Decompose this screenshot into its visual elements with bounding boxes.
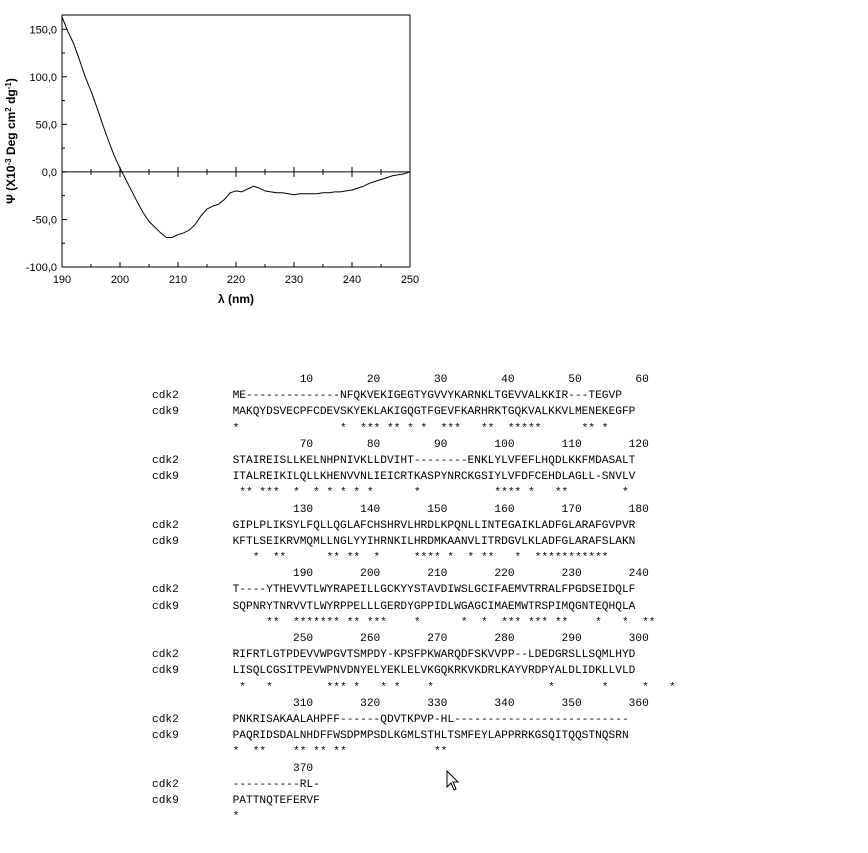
x-tick-label: 190 (52, 274, 72, 286)
cdk2-sequence-row: cdk2 PNKRISAKAALAHPFF------QDVTKPVP-HL-------------------------- (152, 713, 629, 726)
y-tick-label: 150,0 (29, 24, 57, 37)
cdk2-sequence-row: cdk2 RIFRTLGTPDEVVWPGVTSMPDY-KPSFPKWARQDFSKVVPP--LDEDGRSLLSQMLHYD (152, 649, 636, 662)
cd-spectrum-chart (0, 0, 868, 330)
cdk9-sequence-row: cdk9 ITALREIKILQLLKHENVVNLIEICRTKASPYNRCKGSIYLVFDFCEHDLAGLL-SNVLV (152, 471, 636, 484)
conservation-row: ** *** * * * * * * * **** * ** * (152, 487, 629, 500)
cdk2-sequence-row: cdk2 STAIREISLLKELNHPNIVKLLDVIHT--------ENKLYLVFEFLHQDLKKFMDASALT (152, 454, 636, 467)
y-tick-label: 50,0 (35, 119, 57, 132)
cdk2-sequence-row: cdk2 T----YTHEVVTLWYRAPEILLGCKYYSTAVDIWSLGCIFAEMVTRRALFPGDSEIDQLF (152, 584, 636, 597)
cdk9-sequence-row: cdk9 MAKQYDSVECPFCDEVSKYEKLAKIGQGTFGEVFKARHRKTGQKVALKKVLMENEKEGFP (152, 406, 636, 419)
cdk9-sequence-row: cdk9 PATTNQTEFERVF (152, 794, 320, 807)
position-ruler: 10 20 30 40 50 60 (152, 374, 649, 386)
position-ruler: 370 (152, 762, 314, 775)
conservation-row: * * *** * * * * * * * * (152, 681, 676, 694)
cdk2-sequence-row: cdk2 ----------RL- (152, 778, 320, 791)
y-tick-label: -50,0 (31, 214, 57, 227)
y-axis-title: Ψ ($X10^{-3}$ Deg $cm^2$ $dg^{-1}$) (3, 78, 18, 204)
x-tick-label: 250 (400, 274, 420, 286)
cdk2-sequence-row: cdk2 GIPLPLIKSYLFQLLQGLAFCHSHRVLHRDLKPQNLLINTEGAIKLADFGLARAFGVPVR (152, 519, 636, 532)
position-ruler: 250 260 270 280 290 300 (152, 633, 649, 645)
position-ruler: 310 320 330 340 350 360 (152, 697, 649, 710)
cdk9-sequence-row: cdk9 LISQLCGSITPEVWPNVDNYELYEKLELVKGQKRKVKDRLKAYVRDPYALDLIDKLLVLD (152, 665, 636, 678)
position-ruler: 130 140 150 160 170 180 (152, 503, 649, 516)
x-tick-label: 210 (168, 274, 188, 286)
x-tick-label: 200 (110, 274, 130, 286)
x-axis-title: λ (nm) (218, 292, 254, 306)
cdk9-sequence-row: cdk9 KFTLSEIKRVMQMLLNGLYYIHRNKILHRDMKAANVLITRDGVLKLADFGLARAFSLAKN (152, 535, 636, 548)
conservation-row: * * *** ** * * *** ** ***** ** * (152, 422, 609, 435)
conservation-row: * (152, 811, 240, 824)
position-ruler: 70 80 90 100 110 120 (152, 438, 649, 451)
x-tick-label: 240 (342, 274, 362, 286)
y-tick-label: 100,0 (29, 71, 57, 84)
cdk9-sequence-row: cdk9 SQPNRYTNRVVTLWYRPPELLLGERDYGPPIDLWGAGCIMAEMWTRSPIMQGNTEQHQLA (152, 600, 636, 613)
y-tick-label: 0,0 (41, 166, 57, 179)
x-tick-label: 230 (284, 274, 304, 286)
position-ruler: 190 200 210 220 230 240 (152, 568, 649, 581)
conservation-row: * ** ** ** ** ** (152, 746, 448, 759)
series-line (62, 17, 410, 238)
conservation-row: ** ******* ** *** * * * *** *** ** * * ** (152, 616, 656, 629)
mouse-cursor-icon (446, 770, 460, 792)
cdk2-sequence-row: cdk2 ME--------------NFQKVEKIGEGTYGVVYKARNKLTGEVVALKKIR---TEGVP (152, 390, 622, 403)
cdk9-sequence-row: cdk9 PAQRIDSDALNHDFFWSDPMPSDLKGMLSTHLTSMFEYLAPPRRKGSQITQQSTNQSRN (152, 730, 629, 743)
y-tick-label: -100,0 (25, 262, 57, 274)
conservation-row: * ** ** ** * **** * * ** * *********** (152, 552, 609, 565)
plot-frame (62, 15, 410, 267)
sequence-alignment (152, 372, 676, 825)
x-tick-label: 220 (226, 274, 246, 286)
